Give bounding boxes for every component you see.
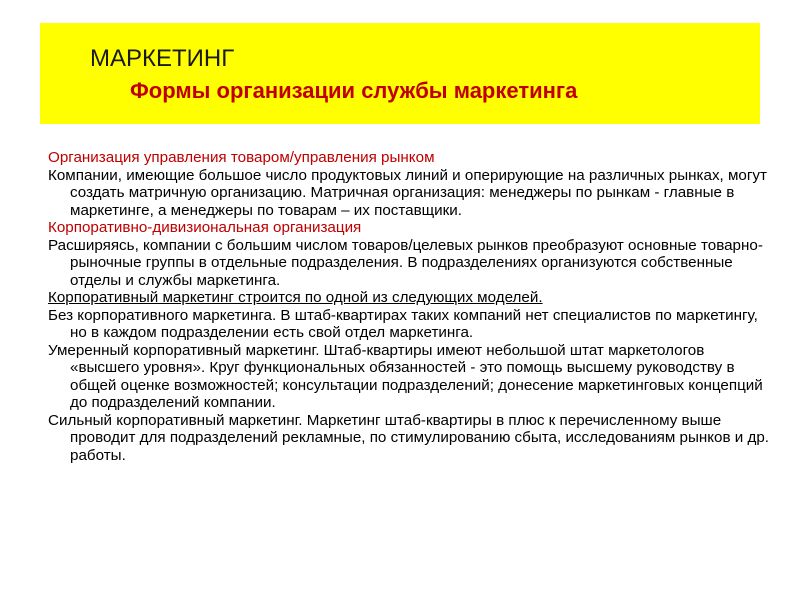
slide-title: МАРКЕТИНГ xyxy=(90,45,235,72)
header-band xyxy=(40,23,760,124)
paragraph-divisional: Расширяясь, компании с большим числом товаров/целевых рынков преобразуют основные товарно-рыночные группы в отдельные подразделения. В подразделениях организуются собственные отделы и службы маркетинга. xyxy=(48,236,763,289)
slide-body xyxy=(48,149,770,464)
paragraph-strong-corporate-marketing: Сильный корпоративный маркетинг. Маркетинг штаб-квартиры в плюс к перечисленному выше проводит для подразделений рекламные, по стимулированию сбыта, исследованиям рынков и др. работы. xyxy=(48,411,770,464)
paragraph-no-corporate-marketing: Без корпоративного маркетинга. В штаб-квартирах таких компаний нет специалистов по маркетингу, но в каждом подразделении есть свой отдел маркетинга. xyxy=(48,306,758,341)
section-heading-divisional: Корпоративно-дивизиональная организация xyxy=(48,219,362,236)
slide-subtitle: Формы организации службы маркетинга xyxy=(130,78,578,103)
section-heading-product-market: Организация управления товаром/управления рынком xyxy=(48,149,435,166)
paragraph-moderate-corporate-marketing: Умеренный корпоративный маркетинг. Штаб-квартиры имеют небольшой штат маркетологов «высшего уровня». Круг функциональных обязанностей - это помощь высшему руководству в общей оценке возможностей; консультации подразделений; донесение маркетинговых концепций до подразделений компании. xyxy=(48,341,763,411)
corporate-marketing-models-line: Корпоративный маркетинг строится по одной из следующих моделей. xyxy=(48,289,543,306)
paragraph-matrix-organization: Компании, имеющие большое число продуктовых линий и оперирующие на различных рынках, могут создать матричную организацию. Матричная организация: менеджеры по рынкам - главные в маркетинге, а менеджеры по товарам – их поставщики. xyxy=(48,166,767,219)
